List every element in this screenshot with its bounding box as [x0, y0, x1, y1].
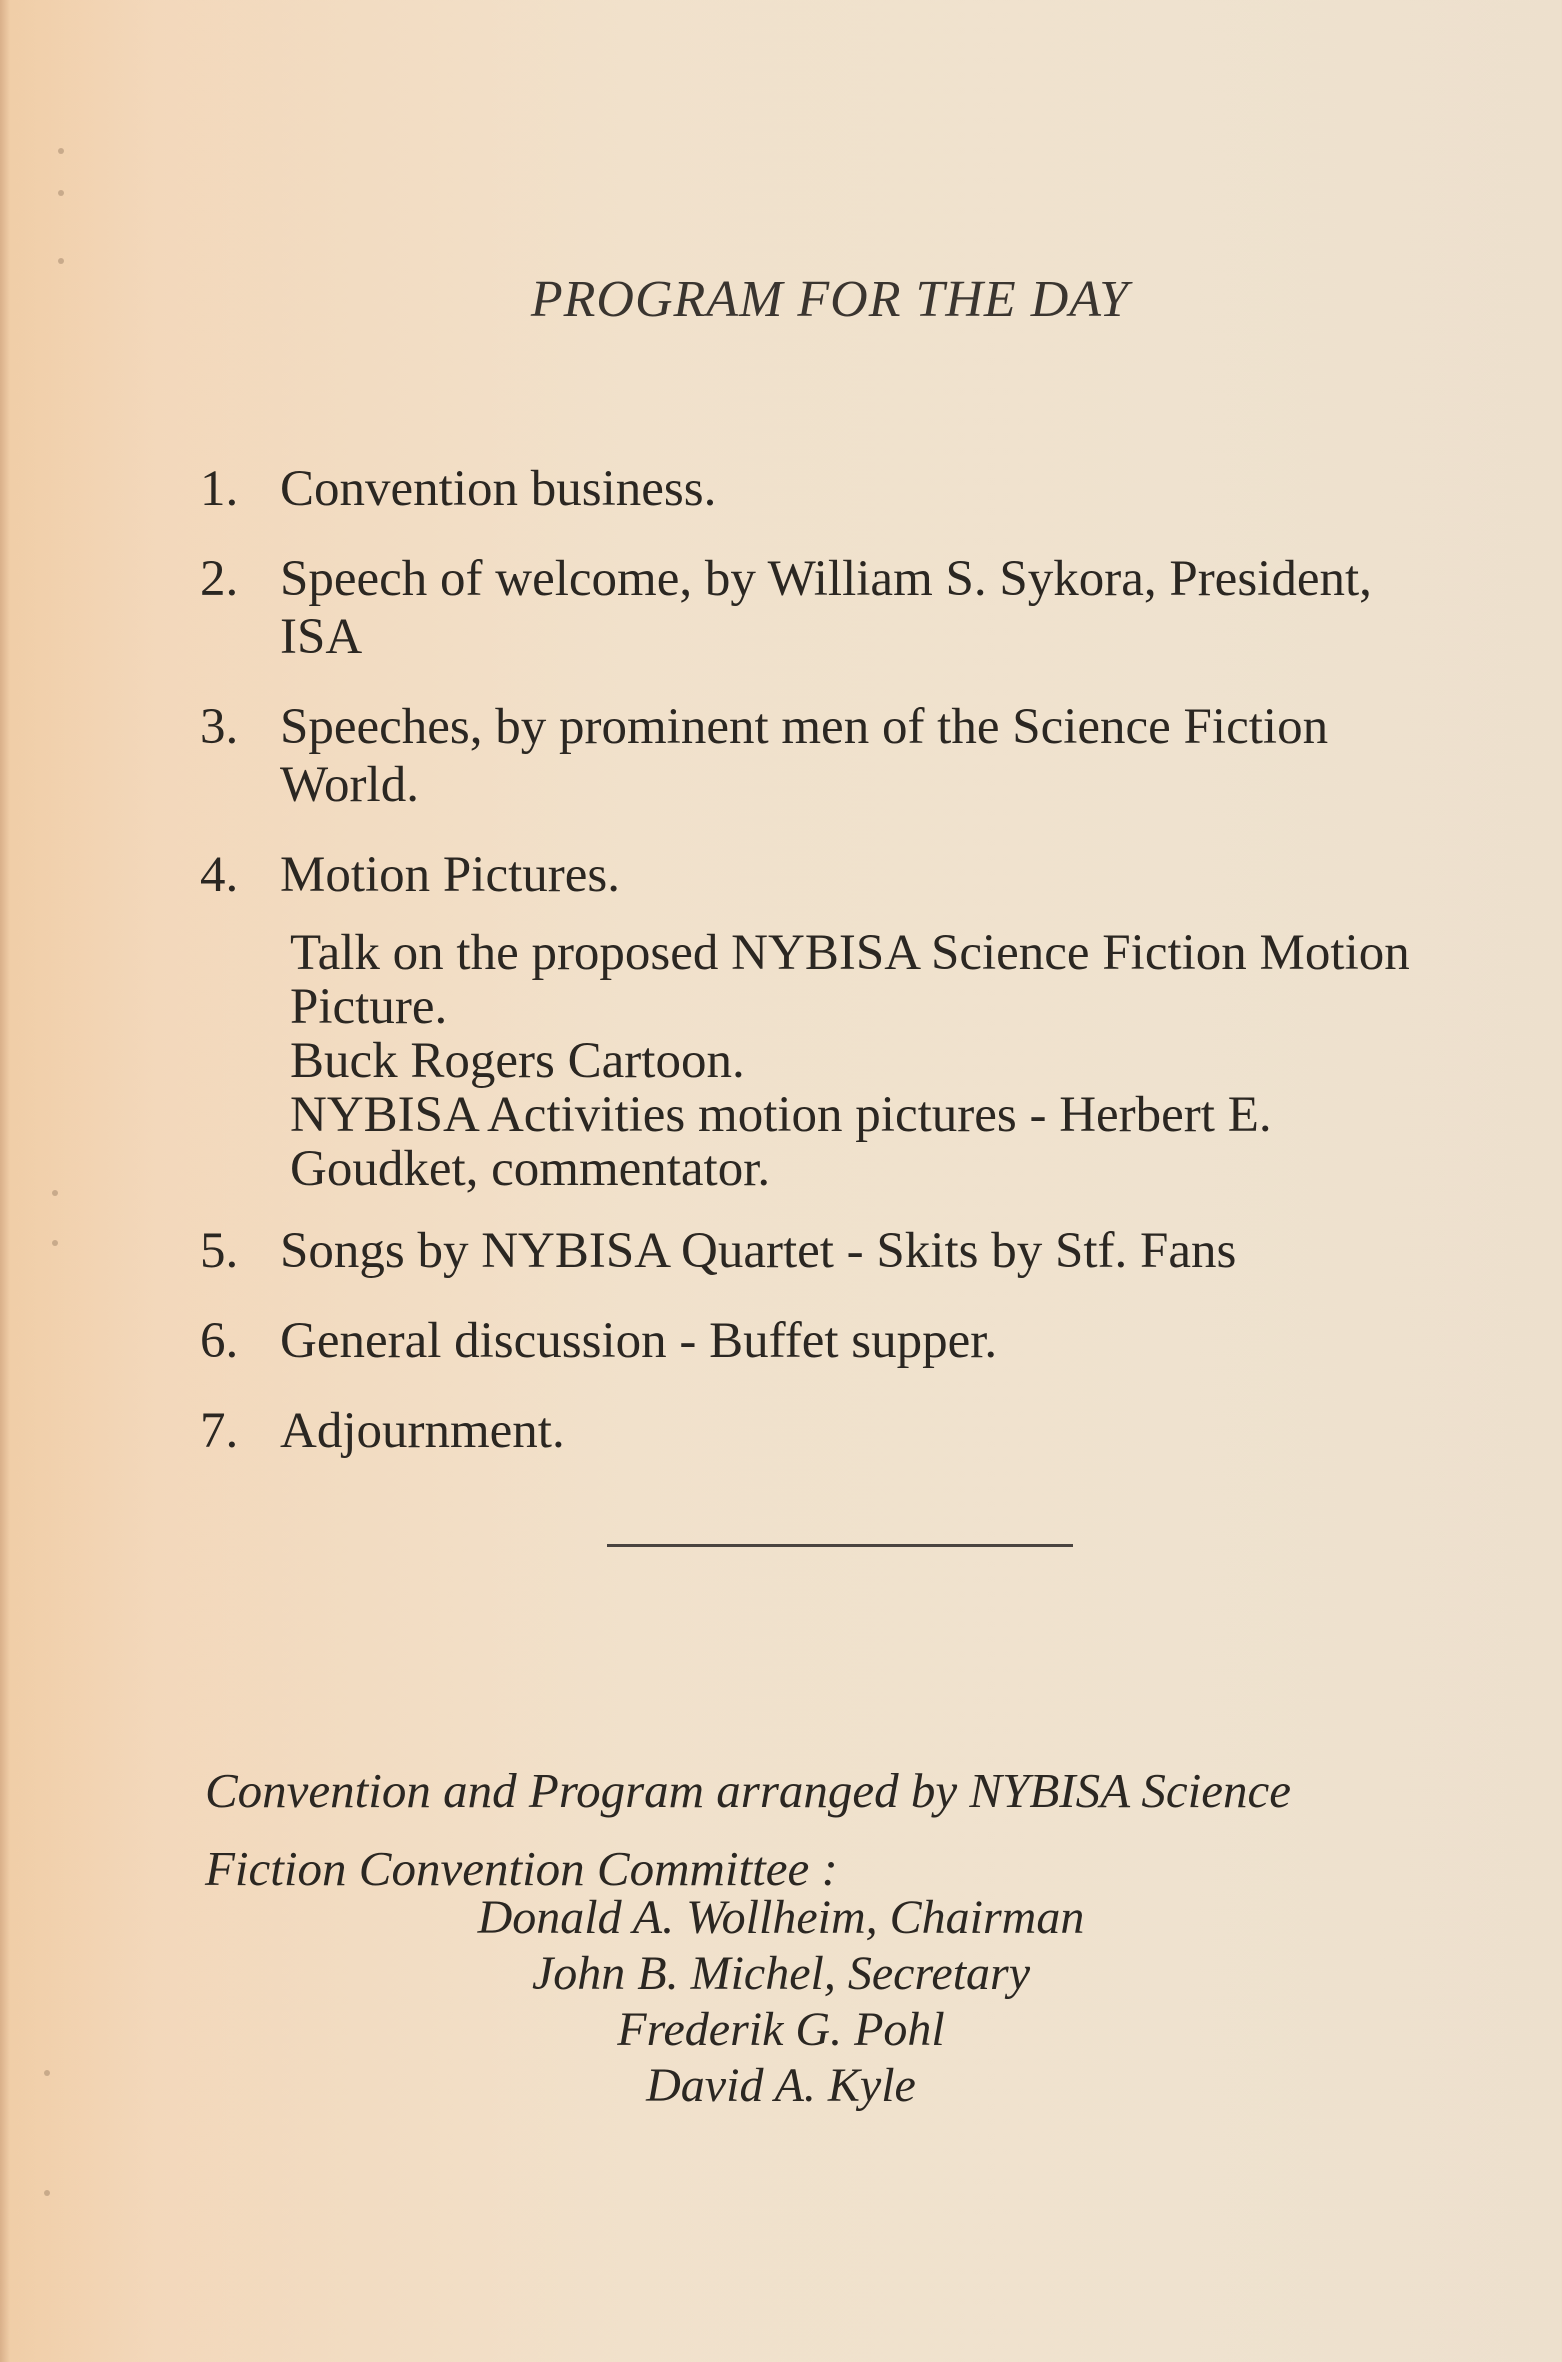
item-number: 3.	[200, 699, 239, 755]
item-text: Speech of welcome, by William S. Sykora, President, ISA	[280, 551, 1372, 665]
committee-member: Donald A. Wollheim, Chairman	[477, 1891, 1085, 1944]
binding-hole	[44, 2190, 50, 2196]
item-text: Convention business.	[280, 461, 717, 517]
item-number: 7.	[200, 1403, 239, 1459]
divider-rule	[607, 1544, 1073, 1547]
committee-member: John B. Michel, Secretary	[531, 1947, 1031, 2000]
item-text: Motion Pictures.	[280, 847, 620, 903]
binding-hole	[58, 190, 64, 196]
item-number: 4.	[200, 847, 239, 903]
sublist-entry: Buck Rogers Cartoon.	[290, 1033, 745, 1089]
committee-member: David A. Kyle	[646, 2059, 916, 2112]
item-text: Speeches, by prominent men of the Science Fiction World.	[280, 699, 1329, 813]
motion-pictures-sublist	[290, 926, 1460, 1196]
sublist-entry: Talk on the proposed NYBISA Science Fiction Motion Picture.	[290, 925, 1410, 1035]
item-text: Songs by NYBISA Quartet - Skits by Stf. Fans	[280, 1223, 1237, 1279]
item-number: 1.	[200, 461, 239, 517]
program-list	[200, 460, 1460, 1492]
binding-hole	[58, 148, 64, 154]
item-number: 2.	[200, 551, 239, 607]
program-item	[200, 550, 1460, 666]
program-item	[200, 460, 1460, 518]
program-item	[200, 846, 1460, 904]
committee-list	[0, 1890, 1562, 2114]
program-item	[200, 1402, 1460, 1460]
item-number: 5.	[200, 1223, 239, 1279]
page-title: PROGRAM FOR THE DAY	[530, 271, 1130, 328]
sublist-entry: NYBISA Activities motion pictures - Herbert E. Goudket, commentator.	[290, 1087, 1272, 1197]
binding-hole	[52, 1190, 58, 1196]
credit-line: Convention and Program arranged by NYBISA Science Fiction Convention Committee :	[205, 1763, 1292, 1896]
item-number: 6.	[200, 1313, 239, 1369]
program-item	[200, 1222, 1460, 1280]
binding-hole	[58, 258, 64, 264]
item-text: Adjournment.	[280, 1403, 565, 1459]
program-item	[200, 698, 1460, 814]
item-text: General discussion - Buffet supper.	[280, 1313, 998, 1369]
program-item	[200, 1312, 1460, 1370]
binding-hole	[52, 1240, 58, 1246]
committee-member: Frederik G. Pohl	[617, 2003, 945, 2056]
